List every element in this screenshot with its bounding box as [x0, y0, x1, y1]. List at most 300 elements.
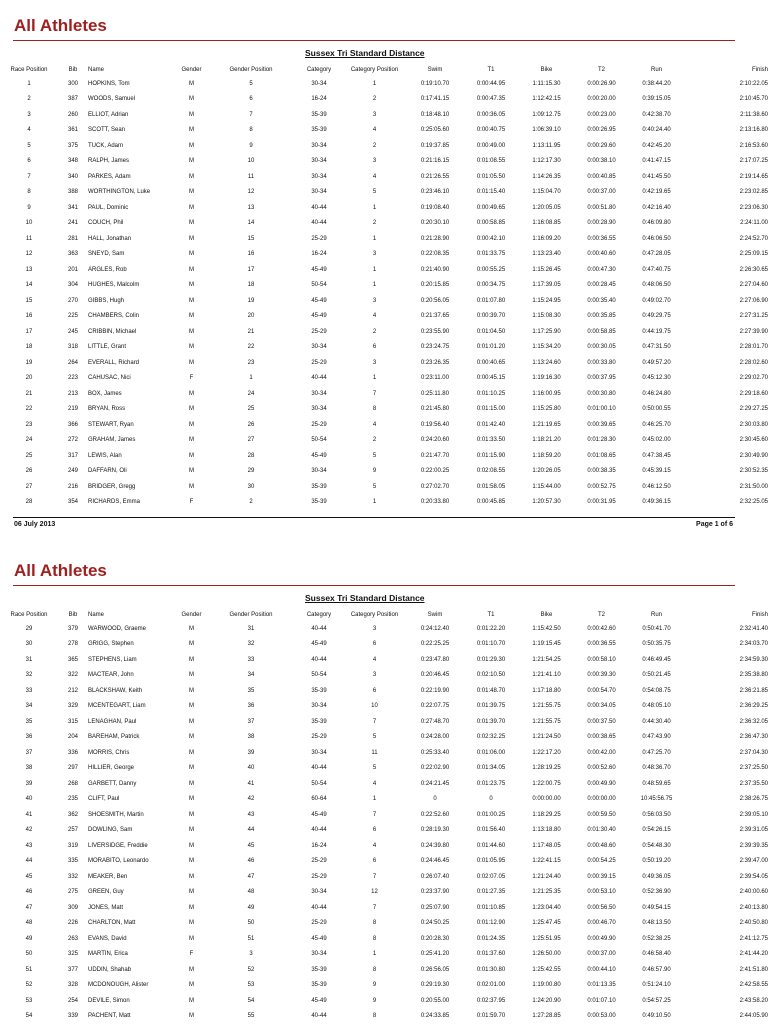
- t2-time-cell: 0:00:46.70: [587, 920, 616, 927]
- bib-cell: 249: [67, 468, 78, 475]
- t1-time-cell: 0:02:10.50: [476, 672, 506, 679]
- category-position-cell: 1: [372, 266, 377, 273]
- table-row: [0, 776, 768, 792]
- athlete-name-cell: WOODS, Samuel: [88, 96, 136, 103]
- category-cell: 35-39: [311, 483, 327, 490]
- athlete-name-cell: DOWLING, Sam: [88, 827, 133, 834]
- table-row: [0, 792, 768, 808]
- column-header-bib: Bib: [68, 66, 78, 73]
- race-position-cell: 17: [25, 328, 33, 335]
- gender-cell: M: [189, 127, 194, 134]
- table-row: [0, 107, 768, 123]
- table-row: [0, 916, 768, 932]
- bib-cell: 264: [67, 359, 78, 366]
- bike-time-cell: 1:19:15.45: [532, 641, 561, 648]
- bike-time-cell: 1:21:19.65: [532, 421, 561, 428]
- swim-time-cell: 0:24:50.25: [420, 920, 450, 927]
- t1-time-cell: 0:01:30.80: [476, 966, 506, 973]
- bike-time-cell: 1:15:34.20: [532, 344, 561, 351]
- bib-cell: 270: [67, 297, 78, 304]
- finish-time-cell: 2:37:35.50: [739, 780, 768, 787]
- category-position-cell: 9: [372, 997, 377, 1004]
- t2-time-cell: 0:00:35.40: [587, 297, 616, 304]
- race-position-cell: 29: [25, 625, 33, 632]
- gender-position-cell: 20: [247, 313, 255, 320]
- gender-cell: M: [189, 889, 194, 896]
- category-position-cell: 5: [372, 189, 377, 196]
- t1-time-cell: 0:01:39.75: [476, 703, 506, 710]
- bike-time-cell: 0:00:00.00: [532, 796, 561, 803]
- finish-time-cell: 2:42:58.55: [739, 982, 768, 989]
- finish-time-cell: 2:36:29.25: [739, 703, 768, 710]
- swim-time-cell: 0:20:30.10: [420, 220, 450, 227]
- run-time-cell: 0:46:25.70: [642, 421, 671, 428]
- bib-cell: 318: [67, 344, 78, 351]
- column-header-category-position: Category Position: [350, 611, 399, 618]
- finish-time-cell: 2:29:27.25: [739, 406, 768, 413]
- category-cell: 45-49: [311, 997, 327, 1004]
- column-header-finish-time: Finish: [751, 611, 768, 618]
- title-underline: [13, 40, 735, 41]
- finish-time-cell: 2:35:38.80: [739, 672, 768, 679]
- t2-time-cell: 0:00:39.15: [587, 873, 616, 880]
- bike-time-cell: 1:15:25.80: [532, 406, 561, 413]
- t2-time-cell: 0:01:28.30: [587, 437, 616, 444]
- category-cell: 50-54: [311, 282, 327, 289]
- run-time-cell: 0:50:19.20: [642, 858, 671, 865]
- athlete-name-cell: LIVERSIDGE, Freddie: [88, 842, 148, 849]
- column-header-run-time: Run: [650, 611, 662, 618]
- run-time-cell: 10:45:56.75: [640, 796, 673, 803]
- gender-cell: M: [189, 173, 194, 180]
- gender-position-cell: 48: [247, 889, 255, 896]
- gender-position-cell: 13: [247, 204, 255, 211]
- bike-time-cell: 1:22:00.75: [532, 780, 561, 787]
- bike-time-cell: 1:17:39.05: [532, 282, 561, 289]
- swim-time-cell: 0:20:28.30: [420, 935, 450, 942]
- column-header-bike-time: Bike: [540, 611, 553, 618]
- bib-cell: 336: [67, 749, 78, 756]
- bike-time-cell: 1:13:18.80: [532, 827, 561, 834]
- swim-time-cell: 0:25:07.90: [420, 904, 450, 911]
- race-position-cell: 31: [25, 656, 33, 663]
- run-time-cell: 0:51:24.10: [642, 982, 671, 989]
- race-position-cell: 33: [25, 687, 33, 694]
- gender-position-cell: 38: [247, 734, 255, 741]
- category-position-cell: 3: [372, 672, 377, 679]
- finish-time-cell: 2:36:47.30: [739, 734, 768, 741]
- race-position-cell: 38: [25, 765, 33, 772]
- swim-time-cell: 0:19:56.40: [420, 421, 450, 428]
- table-row: [0, 993, 768, 1009]
- run-time-cell: 0:46:58.40: [642, 951, 671, 958]
- bike-time-cell: 1:24:20.90: [532, 997, 561, 1004]
- gender-cell: M: [189, 966, 194, 973]
- race-position-cell: 14: [25, 282, 33, 289]
- gender-cell: M: [189, 158, 194, 165]
- run-time-cell: 0:44:19.75: [642, 328, 671, 335]
- t1-time-cell: 0:01:48.70: [476, 687, 506, 694]
- t1-time-cell: 0:00:45.15: [476, 375, 506, 382]
- swim-time-cell: 0:23:26.35: [420, 359, 450, 366]
- t2-time-cell: 0:00:36.55: [587, 235, 616, 242]
- gender-cell: M: [189, 997, 194, 1004]
- gender-cell: M: [189, 111, 194, 118]
- run-time-cell: 0:50:21.45: [642, 672, 671, 679]
- bike-time-cell: 1:15:24.95: [532, 297, 561, 304]
- bib-cell: 332: [67, 873, 78, 880]
- gender-cell: M: [189, 437, 194, 444]
- table-row: [0, 154, 768, 170]
- table-row: [0, 200, 768, 216]
- race-position-cell: 8: [27, 189, 31, 196]
- athlete-name-cell: MARTIN, Erica: [88, 951, 128, 958]
- t2-time-cell: 0:00:31.95: [587, 499, 616, 506]
- t2-time-cell: 0:00:36.55: [587, 641, 616, 648]
- run-time-cell: 0:47:28.05: [642, 251, 671, 258]
- category-cell: 45-49: [311, 297, 327, 304]
- table-row: [0, 340, 768, 356]
- gender-cell: M: [189, 904, 194, 911]
- category-cell: 25-29: [311, 920, 327, 927]
- t1-time-cell: 0:01:10.70: [476, 641, 506, 648]
- run-time-cell: 0:39:15.05: [642, 96, 671, 103]
- gender-position-cell: 32: [247, 641, 255, 648]
- gender-position-cell: 45: [247, 842, 255, 849]
- table-row: [0, 761, 768, 777]
- bike-time-cell: 1:28:19.25: [532, 765, 561, 772]
- gender-cell: M: [189, 1013, 194, 1020]
- category-position-cell: 1: [372, 204, 377, 211]
- finish-time-cell: 2:19:14.65: [739, 173, 768, 180]
- t1-time-cell: 0:01:27.35: [476, 889, 506, 896]
- gender-position-cell: 49: [247, 904, 255, 911]
- t2-time-cell: 0:00:28.90: [587, 220, 616, 227]
- bike-time-cell: 1:25:42.55: [532, 966, 561, 973]
- t2-time-cell: 0:00:30.05: [587, 344, 616, 351]
- run-time-cell: 0:52:38.25: [642, 935, 671, 942]
- bib-cell: 275: [67, 889, 78, 896]
- run-time-cell: 0:48:36.70: [642, 765, 671, 772]
- bike-time-cell: 1:22:17.20: [532, 749, 561, 756]
- category-cell: 45-49: [311, 452, 327, 459]
- column-header-bike-time: Bike: [540, 66, 553, 73]
- t1-time-cell: 0:00:45.85: [476, 499, 506, 506]
- category-position-cell: 10: [371, 703, 378, 710]
- gender-position-cell: 7: [249, 111, 253, 118]
- race-position-cell: 52: [25, 982, 33, 989]
- gender-position-cell: 17: [247, 266, 255, 273]
- race-position-cell: 46: [25, 889, 33, 896]
- category-position-cell: 8: [372, 966, 377, 973]
- run-time-cell: 0:45:39.15: [642, 468, 671, 475]
- race-position-cell: 5: [27, 142, 31, 149]
- race-position-cell: 36: [25, 734, 33, 741]
- category-position-cell: 4: [372, 421, 377, 428]
- gender-cell: M: [189, 935, 194, 942]
- finish-time-cell: 2:30:45.60: [739, 437, 768, 444]
- category-position-cell: 4: [372, 780, 377, 787]
- gender-cell: M: [189, 204, 194, 211]
- bib-cell: 204: [67, 734, 78, 741]
- race-position-cell: 1: [27, 80, 31, 87]
- category-position-cell: 3: [372, 111, 377, 118]
- t1-time-cell: 0:02:01.00: [476, 982, 506, 989]
- athlete-name-cell: GIBBS, Hugh: [88, 297, 125, 304]
- swim-time-cell: 0:28:19.30: [420, 827, 450, 834]
- t1-time-cell: 0:01:29.30: [476, 656, 506, 663]
- race-position-cell: 42: [25, 827, 33, 834]
- gender-position-cell: 16: [247, 251, 255, 258]
- t2-time-cell: 0:00:51.80: [587, 204, 616, 211]
- category-cell: 40-44: [311, 827, 327, 834]
- t1-time-cell: 0:01:15.00: [476, 406, 506, 413]
- bib-cell: 304: [67, 282, 78, 289]
- category-cell: 35-39: [311, 982, 327, 989]
- finish-time-cell: 2:29:18.60: [739, 390, 768, 397]
- table-row: [0, 138, 768, 154]
- table-row: [0, 386, 768, 402]
- table-row: [0, 683, 768, 699]
- gender-position-cell: 1: [249, 375, 253, 382]
- gender-position-cell: 25: [247, 406, 255, 413]
- gender-position-cell: 40: [247, 765, 255, 772]
- category-cell: 35-39: [311, 718, 327, 725]
- bike-time-cell: 1:14:26.35: [532, 173, 561, 180]
- category-cell: 30-34: [311, 406, 327, 413]
- bike-time-cell: 1:19:00.80: [532, 982, 561, 989]
- category-position-cell: 6: [372, 687, 377, 694]
- gender-cell: M: [189, 80, 194, 87]
- athlete-name-cell: SHOESMITH, Martin: [88, 811, 144, 818]
- race-position-cell: 11: [25, 235, 33, 242]
- finish-time-cell: 2:39:39.35: [739, 842, 768, 849]
- finish-time-cell: 2:23:02.85: [739, 189, 768, 196]
- t1-time-cell: 0:00:49.65: [476, 204, 506, 211]
- gender-cell: M: [189, 328, 194, 335]
- athlete-name-cell: RICHARDS, Emma: [88, 499, 141, 506]
- athlete-name-cell: PARKES, Adam: [88, 173, 131, 180]
- table-row: [0, 216, 768, 232]
- race-position-cell: 6: [27, 158, 31, 165]
- category-cell: 40-44: [311, 904, 327, 911]
- t2-time-cell: 0:00:48.60: [587, 842, 616, 849]
- race-position-cell: 44: [25, 858, 33, 865]
- athlete-name-cell: LEWIS, Alan: [88, 452, 122, 459]
- t1-time-cell: 0:01:59.70: [476, 1013, 506, 1020]
- race-position-cell: 16: [25, 313, 33, 320]
- finish-time-cell: 2:37:04.30: [739, 749, 768, 756]
- finish-time-cell: 2:28:01.70: [739, 344, 768, 351]
- bib-cell: 329: [67, 703, 78, 710]
- gender-cell: M: [189, 842, 194, 849]
- gender-cell: M: [189, 297, 194, 304]
- gender-position-cell: 54: [247, 997, 255, 1004]
- athlete-name-cell: MCENTEGART, Liam: [88, 703, 146, 710]
- gender-position-cell: 6: [249, 96, 253, 103]
- swim-time-cell: 0:19:10.70: [420, 80, 450, 87]
- finish-time-cell: 2:26:30.65: [739, 266, 768, 273]
- category-cell: 35-39: [311, 687, 327, 694]
- bike-time-cell: 1:18:59.20: [532, 452, 561, 459]
- t2-time-cell: 0:00:38.35: [587, 468, 616, 475]
- category-position-cell: 1: [372, 80, 377, 87]
- gender-position-cell: 24: [247, 390, 255, 397]
- t1-time-cell: 0:02:32.25: [476, 734, 506, 741]
- race-position-cell: 2: [27, 96, 31, 103]
- finish-time-cell: 2:24:52.70: [739, 235, 768, 242]
- bike-time-cell: 1:13:24.60: [532, 359, 561, 366]
- t1-time-cell: 0:01:23.75: [476, 780, 506, 787]
- t1-time-cell: 0:02:37.95: [476, 997, 506, 1004]
- swim-time-cell: 0:24:39.80: [420, 842, 450, 849]
- run-time-cell: 0:42:19.65: [642, 189, 671, 196]
- page-title: All Athletes: [14, 561, 107, 580]
- t2-time-cell: 0:00:44.10: [587, 966, 616, 973]
- run-time-cell: 0:49:36.15: [642, 499, 671, 506]
- gender-position-cell: 55: [247, 1013, 255, 1020]
- table-row: [0, 92, 768, 108]
- category-position-cell: 7: [372, 873, 377, 880]
- category-position-cell: 1: [372, 951, 377, 958]
- swim-time-cell: 0:20:56.05: [420, 297, 450, 304]
- title-underline: [13, 585, 735, 586]
- t1-time-cell: 0:01:06.00: [476, 749, 506, 756]
- athlete-name-cell: LENAGHAN, Paul: [88, 718, 137, 725]
- finish-time-cell: 2:27:31.25: [739, 313, 768, 320]
- category-cell: 30-34: [311, 951, 327, 958]
- athlete-name-cell: BAREHAM, Patrick: [88, 734, 140, 741]
- bib-cell: 361: [67, 127, 78, 134]
- t2-time-cell: 0:00:42.00: [587, 749, 616, 756]
- table-row: [0, 185, 768, 201]
- run-time-cell: 0:46:49.45: [642, 656, 671, 663]
- t1-time-cell: 0:01:12.90: [476, 920, 506, 927]
- table-row: [0, 838, 768, 854]
- finish-time-cell: 2:11:38.60: [740, 111, 768, 118]
- finish-time-cell: 2:25:09.15: [739, 251, 768, 258]
- column-header-gender-position: Gender Position: [229, 611, 273, 618]
- bib-cell: 317: [67, 452, 78, 459]
- category-cell: 25-29: [311, 421, 327, 428]
- category-position-cell: 5: [372, 452, 377, 459]
- bike-time-cell: 1:17:48.05: [532, 842, 561, 849]
- race-position-cell: 20: [25, 375, 33, 382]
- t1-time-cell: 0:01:34.05: [476, 765, 506, 772]
- t1-time-cell: 0:00:36.05: [476, 111, 506, 118]
- category-position-cell: 4: [372, 656, 377, 663]
- t2-time-cell: 0:00:52.60: [587, 765, 616, 772]
- bike-time-cell: 1:16:00.95: [532, 390, 561, 397]
- bike-time-cell: 1:18:21.20: [532, 437, 561, 444]
- category-cell: 60-64: [311, 796, 327, 803]
- race-position-cell: 26: [25, 468, 33, 475]
- t2-time-cell: 0:00:42.60: [587, 625, 616, 632]
- t2-time-cell: 0:00:38.65: [587, 734, 616, 741]
- category-position-cell: 2: [372, 142, 377, 149]
- t2-time-cell: 0:01:30.40: [587, 827, 616, 834]
- bib-cell: 201: [67, 266, 78, 273]
- t1-time-cell: 0:01:04.50: [476, 328, 506, 335]
- gender-cell: F: [189, 951, 194, 958]
- gender-position-cell: 12: [247, 189, 255, 196]
- finish-time-cell: 2:29:02.70: [739, 375, 768, 382]
- gender-position-cell: 11: [247, 173, 255, 180]
- race-position-cell: 40: [25, 796, 33, 803]
- bike-time-cell: 1:21:25.35: [532, 889, 561, 896]
- category-position-cell: 9: [372, 468, 377, 475]
- gender-cell: M: [189, 641, 194, 648]
- finish-time-cell: 2:34:03.70: [739, 641, 768, 648]
- gender-position-cell: 51: [247, 935, 255, 942]
- t2-time-cell: 0:00:54.25: [587, 858, 616, 865]
- run-time-cell: 0:42:45.20: [642, 142, 671, 149]
- run-time-cell: 0:46:06.50: [642, 235, 671, 242]
- table-row: [0, 464, 768, 480]
- athlete-name-cell: ARGLES, Rob: [88, 266, 127, 273]
- category-cell: 35-39: [311, 499, 327, 506]
- category-position-cell: 7: [372, 904, 377, 911]
- finish-time-cell: 2:39:54.05: [739, 873, 768, 880]
- bike-time-cell: 1:21:55.75: [532, 703, 561, 710]
- athlete-name-cell: HALL, Jonathan: [88, 235, 132, 242]
- swim-time-cell: 0:18:48.10: [420, 111, 450, 118]
- column-header-athlete-name: Name: [88, 611, 105, 618]
- t2-time-cell: 0:00:37.00: [587, 189, 616, 196]
- bike-time-cell: 1:12:42.15: [532, 96, 561, 103]
- results-table: [0, 63, 768, 510]
- swim-time-cell: 0:22:02.90: [420, 765, 450, 772]
- race-position-cell: 22: [25, 406, 33, 413]
- bib-cell: 216: [67, 483, 78, 490]
- bib-cell: 325: [67, 951, 78, 958]
- athlete-name-cell: HILLIER, George: [88, 765, 135, 772]
- bib-cell: 297: [67, 765, 78, 772]
- run-time-cell: 0:49:36.05: [642, 873, 671, 880]
- t2-time-cell: 0:00:26.95: [587, 127, 616, 134]
- gender-position-cell: 10: [247, 158, 255, 165]
- bike-time-cell: 1:21:55.75: [532, 718, 561, 725]
- bike-time-cell: 1:23:04.40: [532, 904, 561, 911]
- gender-position-cell: 53: [247, 982, 255, 989]
- category-position-cell: 1: [372, 235, 377, 242]
- bib-cell: 377: [67, 966, 78, 973]
- athlete-name-cell: CAHUSAC, Nici: [88, 375, 131, 382]
- bib-cell: 387: [67, 96, 78, 103]
- category-position-cell: 3: [372, 251, 377, 258]
- bike-time-cell: 1:16:08.85: [532, 220, 561, 227]
- gender-cell: M: [189, 858, 194, 865]
- category-cell: 30-34: [311, 80, 327, 87]
- bike-time-cell: 1:15:44.00: [532, 483, 561, 490]
- finish-time-cell: 2:27:39.90: [739, 328, 768, 335]
- bib-cell: 300: [67, 80, 78, 87]
- gender-cell: M: [189, 827, 194, 834]
- finish-time-cell: 2:40:50.80: [739, 920, 768, 927]
- category-position-cell: 6: [372, 641, 377, 648]
- t2-time-cell: 0:01:07.10: [587, 997, 616, 1004]
- swim-time-cell: 0:20:46.45: [420, 672, 450, 679]
- race-position-cell: 50: [25, 951, 33, 958]
- bib-cell: 225: [67, 313, 78, 320]
- t2-time-cell: 0:00:37.00: [587, 951, 616, 958]
- page-title: All Athletes: [14, 16, 107, 35]
- finish-time-cell: 2:31:50.00: [739, 483, 768, 490]
- swim-time-cell: 0:21:26.55: [420, 173, 450, 180]
- column-header-finish-time: Finish: [751, 66, 768, 73]
- t1-time-cell: 0:01:00.25: [476, 811, 506, 818]
- run-time-cell: 0:48:13.50: [642, 920, 671, 927]
